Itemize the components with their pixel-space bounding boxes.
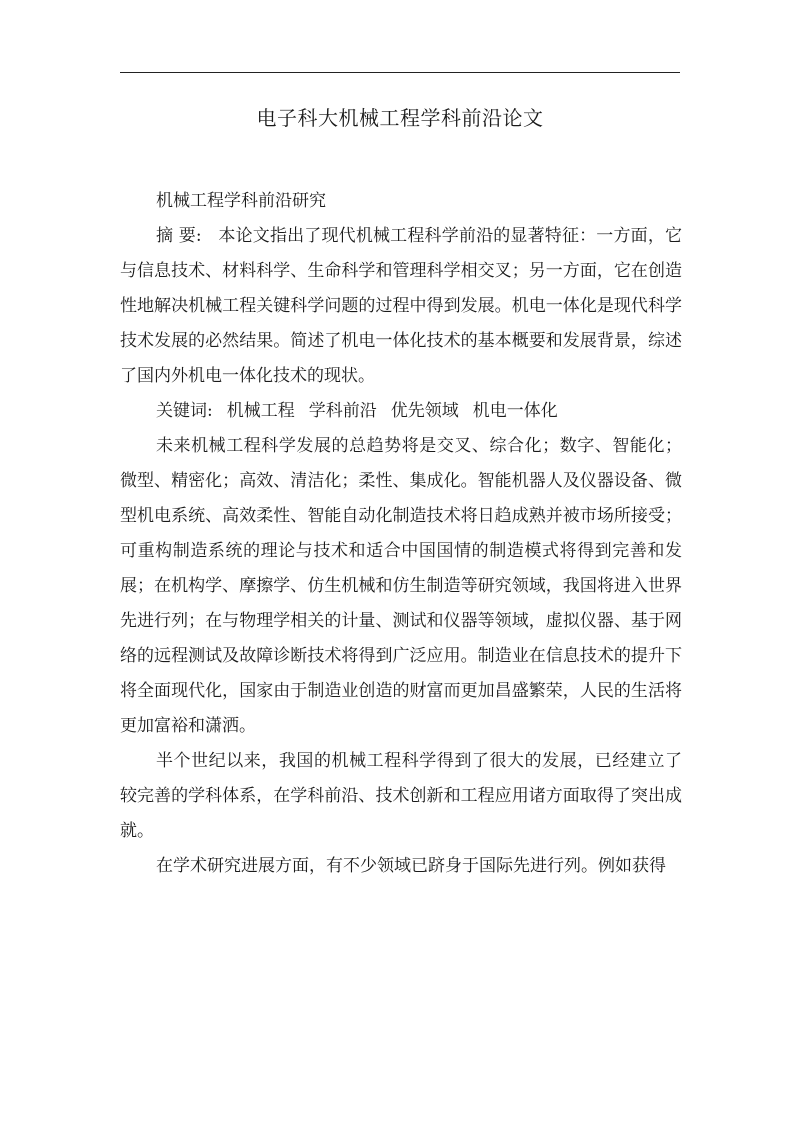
document-body xyxy=(120,184,682,884)
subtitle: 机械工程学科前沿研究 xyxy=(156,191,326,211)
keyword: 学科前沿 xyxy=(308,401,377,421)
page-title: 电子科大机械工程学科前沿论文 xyxy=(256,106,544,130)
keyword: 机械工程 xyxy=(226,401,295,421)
keyword: 机电一体化 xyxy=(472,401,558,421)
abstract-paragraph xyxy=(120,219,682,394)
keywords-row xyxy=(120,394,682,429)
abstract-label: 摘 要: xyxy=(156,226,202,246)
keyword: 优先领域 xyxy=(390,401,459,421)
abstract-text: 本论文指出了现代机械工程科学前沿的显著特征：一方面，它与信息技术、材料科学、生命科学和管理科学相交叉；另一方面，它在创造性地解决机械工程关键科学问题的过程中得到发展。机电一体化是现代科学技术发展的必然结果。简述了机电一体化技术的基本概要和发展背景，综述了国内外机电一体化技术的现状。 xyxy=(120,226,683,386)
body-paragraph: 在学术研究进展方面，有不少领域已跻身于国际先进行列。例如获得 xyxy=(156,856,666,876)
body-paragraph: 半个世纪以来，我国的机械工程科学得到了很大的发展，已经建立了较完善的学科体系，在学科前沿、技术创新和工程应用诸方面取得了突出成就。 xyxy=(120,751,682,841)
body-paragraph: 未来机械工程科学发展的总趋势将是交叉、综合化；数字、智能化；微型、精密化；高效、清洁化；柔性、集成化。智能机器人及仪器设备、微型机电系统、高效柔性、智能自动化制造技术将日趋成熟并被市场所接受；可重构制造系统的理论与技术和适合中国国情的制造模式将得到完善和发展；在机构学、摩擦学、仿生机械和仿生制造等研究领域，我国将进入世界先进行列；在与物理学相关的计量、测试和仪器等领域，虚拟仪器、基于网络的远程测试及故障诊断技术将得到广泛应用。制造业在信息技术的提升下将全面现代化，国家由于制造业创造的财富而更加昌盛繁荣，人民的生活将更加富裕和潇洒。 xyxy=(120,436,682,736)
keywords-label: 关键词: xyxy=(156,401,213,421)
header-rule xyxy=(120,72,680,73)
